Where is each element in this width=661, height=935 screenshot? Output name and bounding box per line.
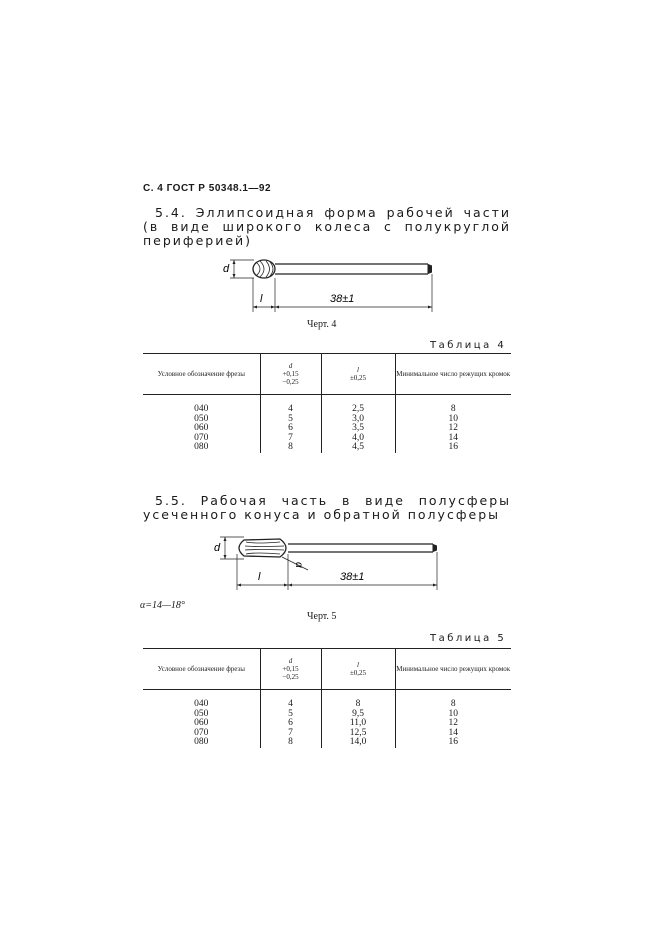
table-5-title: Таблица 5	[430, 633, 507, 644]
table-4	[143, 353, 511, 453]
dim-length-5: 38±1	[340, 571, 365, 583]
col-designation: Условное обозначение фрезы	[143, 354, 260, 395]
col-d: d +0,15 −0,25	[260, 649, 321, 690]
col-edges: Минимальное число режущих кромок	[395, 354, 511, 395]
col-designation: Условное обозначение фрезы	[143, 649, 260, 690]
section-5-4-heading: 5.4. Эллипсоидная форма рабочей части (в виде широкого колеса с полукруглой периферией)	[143, 205, 511, 248]
col-l: l ±0,25	[321, 354, 395, 395]
page-number: С. 4	[143, 183, 164, 194]
dim-alpha: α	[293, 562, 304, 568]
table-row: 050 5 9,5 10	[143, 710, 511, 720]
dim-l-5: l	[258, 571, 261, 583]
alpha-note: α=14—18°	[140, 600, 185, 611]
col-d: d +0,15 −0,25	[260, 354, 321, 395]
table-row: 070 7 4,0 14	[143, 434, 511, 444]
dim-d-5: d	[214, 542, 221, 554]
table-row: 080 8 14,0 16	[143, 738, 511, 748]
table-row: 060 6 3,5 12	[143, 424, 511, 434]
section-5-5-heading: 5.5. Рабочая часть в виде полусферы усеченного конуса и обратной полусферы	[143, 493, 511, 522]
figure-4-caption: Черт. 4	[307, 319, 337, 330]
table-row: 070 7 12,5 14	[143, 729, 511, 739]
table-row: 050 5 3,0 10	[143, 415, 511, 425]
col-l: l ±0,25	[321, 649, 395, 690]
figure-5-caption: Черт. 5	[307, 611, 337, 622]
dim-l: l	[260, 293, 263, 305]
col-edges: Минимальное число режущих кромок	[395, 649, 511, 690]
table-row: 040 4 2,5 8	[143, 395, 511, 415]
table-5	[143, 648, 511, 748]
drawing-5	[200, 528, 450, 598]
page-header	[143, 183, 271, 194]
drawing-4	[210, 250, 450, 320]
table-row: 040 4 8 8	[143, 690, 511, 710]
table-row: 060 6 11,0 12	[143, 719, 511, 729]
dim-d: d	[223, 263, 230, 275]
standard-number: 50348.1—92	[208, 183, 272, 194]
standard-name: ГОСТ Р	[166, 183, 206, 194]
table-4-title: Таблица 4	[430, 340, 507, 351]
table-row: 080 8 4,5 16	[143, 443, 511, 453]
dim-length: 38±1	[330, 293, 355, 305]
